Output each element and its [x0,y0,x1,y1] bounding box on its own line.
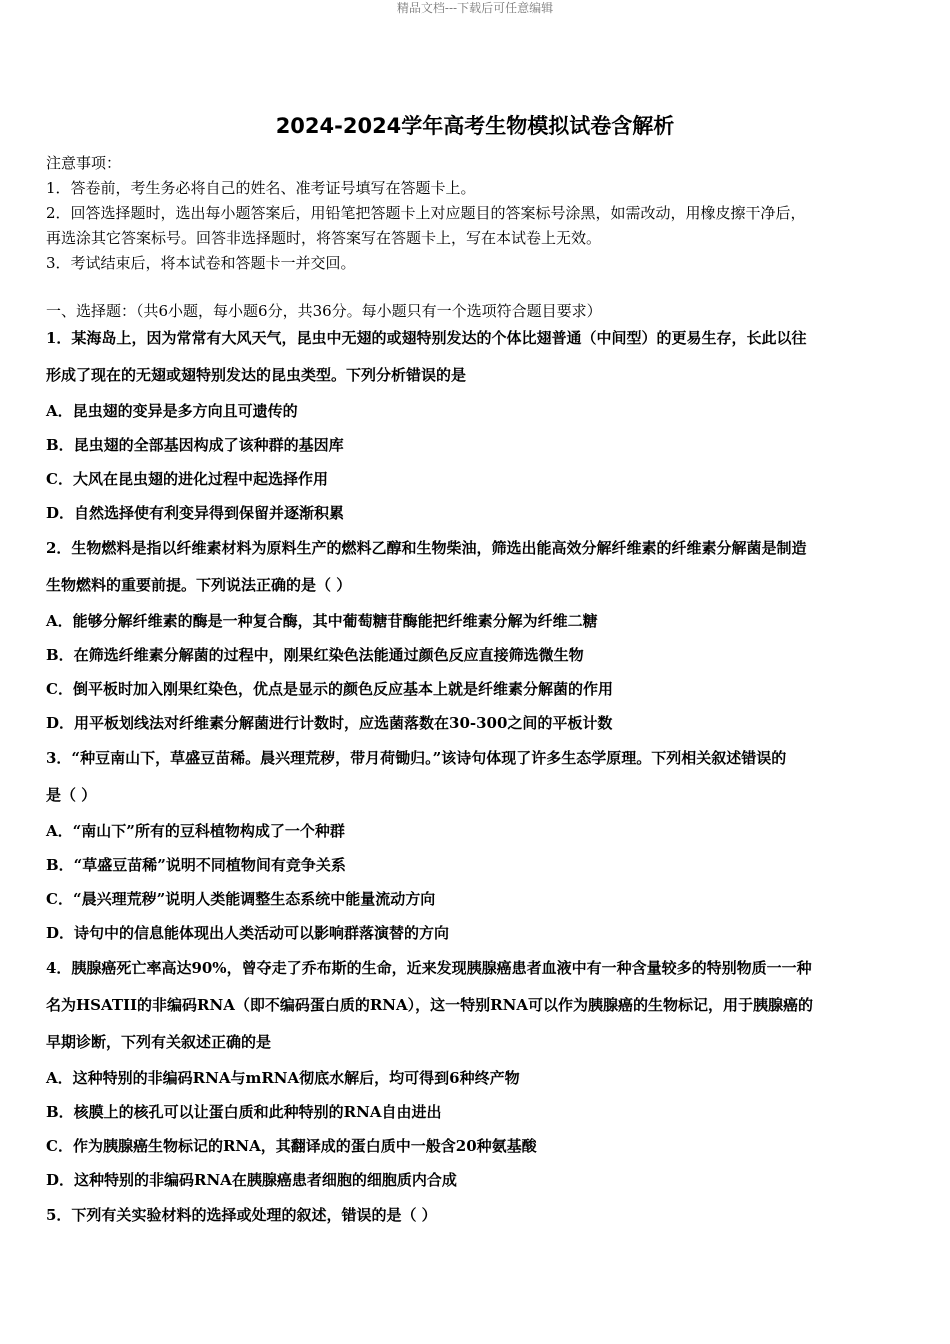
question-stem-line: 是（ ） [46,786,97,804]
question-option: D．自然选择使有利变异得到保留并逐渐积累 [46,504,345,522]
question-2 [46,530,904,740]
question-stem-line: 生物燃料的重要前提。下列说法正确的是（ ） [46,576,352,594]
question-option: A．这种特别的非编码RNA与mRNA彻底水解后，均可得到6种终产物 [46,1069,520,1087]
page-header: 精品文档---下载后可任意编辑 [396,1,554,15]
question-option: C．“晨兴理荒秽”说明人类能调整生态系统中能量流动方向 [46,890,436,908]
question-option: C．作为胰腺癌生物标记的RNA，其翻译成的蛋白质中一般含20种氨基酸 [46,1137,537,1155]
question-stem-line: 1．某海岛上，因为常常有大风天气，昆虫中无翅的或翅特别发达的个体比翅普通（中间型）的更易生存，长此以往 [46,329,807,347]
notes-heading: 注意事项： [46,154,122,172]
question-option: B．在筛选纤维素分解菌的过程中，刚果红染色法能通过颜色反应直接筛选微生物 [46,646,584,664]
question-option: D．用平板划线法对纤维素分解菌进行计数时，应选菌落数在30-300之间的平板计数 [46,714,613,732]
question-stem [46,950,904,1061]
question-stem-line: 名为HSATII的非编码RNA（即不编码蛋白质的RNA），这一特别RNA可以作为胰腺癌的生物标记，用于胰腺癌的 [46,996,813,1014]
page-title: 2024-2024学年高考生物模拟试卷含解析 [275,114,675,138]
question-option: A．能够分解纤维素的酶是一种复合酶，其中葡萄糖苷酶能把纤维素分解为纤维二糖 [46,612,598,630]
question-stem-line: 5．下列有关实验材料的选择或处理的叙述，错误的是（ ） [46,1206,437,1224]
question-stem [46,320,904,394]
notes-line: 1．答卷前，考生务必将自己的姓名、准考证号填写在答题卡上。 [46,179,476,197]
notes-line: 2．回答选择题时，选出每小题答案后，用铅笔把答题卡上对应题目的答案标号涂黑，如需改动，用橡皮擦干净后， [46,204,806,222]
question-option: C．大风在昆虫翅的进化过程中起选择作用 [46,470,328,488]
question-stem-line: 3．“种豆南山下，草盛豆苗稀。晨兴理荒秽，带月荷锄归。”该诗句体现了许多生态学原理。下列相关叙述错误的 [46,749,787,767]
question-option: D．诗句中的信息能体现出人类活动可以影响群落演替的方向 [46,924,450,942]
question-stem-line: 2．生物燃料是指以纤维素材料为原料生产的燃料乙醇和生物柴油，筛选出能高效分解纤维素的纤维素分解菌是制造 [46,539,807,557]
question-option: A．昆虫翅的变异是多方向且可遗传的 [46,402,298,420]
notes-line: 再选涂其它答案标号。回答非选择题时，将答案写在答题卡上，写在本试卷上无效。 [46,229,602,247]
question-stem [46,740,904,814]
section-heading: 一、选择题：（共6小题，每小题6分，共36分。每小题只有一个选项符合题目要求） [46,302,602,320]
question-option: B．核膜上的核孔可以让蛋白质和此种特别的RNA自由进出 [46,1103,442,1121]
question-5 [46,1197,904,1234]
questions-list [46,320,904,1234]
question-stem-line: 4．胰腺癌死亡率高达90%，曾夺走了乔布斯的生命，近来发现胰腺癌患者血液中有一种含量较多的特别物质一一种 [46,959,812,977]
question-option: C．倒平板时加入刚果红染色，优点是显示的颜色反应基本上就是纤维素分解菌的作用 [46,680,613,698]
question-stem [46,1197,904,1234]
question-3 [46,740,904,950]
question-option: B．“草盛豆苗稀”说明不同植物间有竞争关系 [46,856,346,874]
question-option: B．昆虫翅的全部基因构成了该种群的基因库 [46,436,344,454]
question-stem-line: 形成了现在的无翅或翅特别发达的昆虫类型。下列分析错误的是 [46,366,467,384]
question-4 [46,950,904,1197]
question-option: A．“南山下”所有的豆科植物构成了一个种群 [46,822,345,840]
question-option: D．这种特别的非编码RNA在胰腺癌患者细胞的细胞质内合成 [46,1171,457,1189]
notes-line: 3．考试结束后，将本试卷和答题卡一并交回。 [46,254,356,272]
question-1 [46,320,904,530]
notes-block [46,151,904,276]
question-stem [46,530,904,604]
question-stem-line: 早期诊断，下列有关叙述正确的是 [46,1033,272,1051]
